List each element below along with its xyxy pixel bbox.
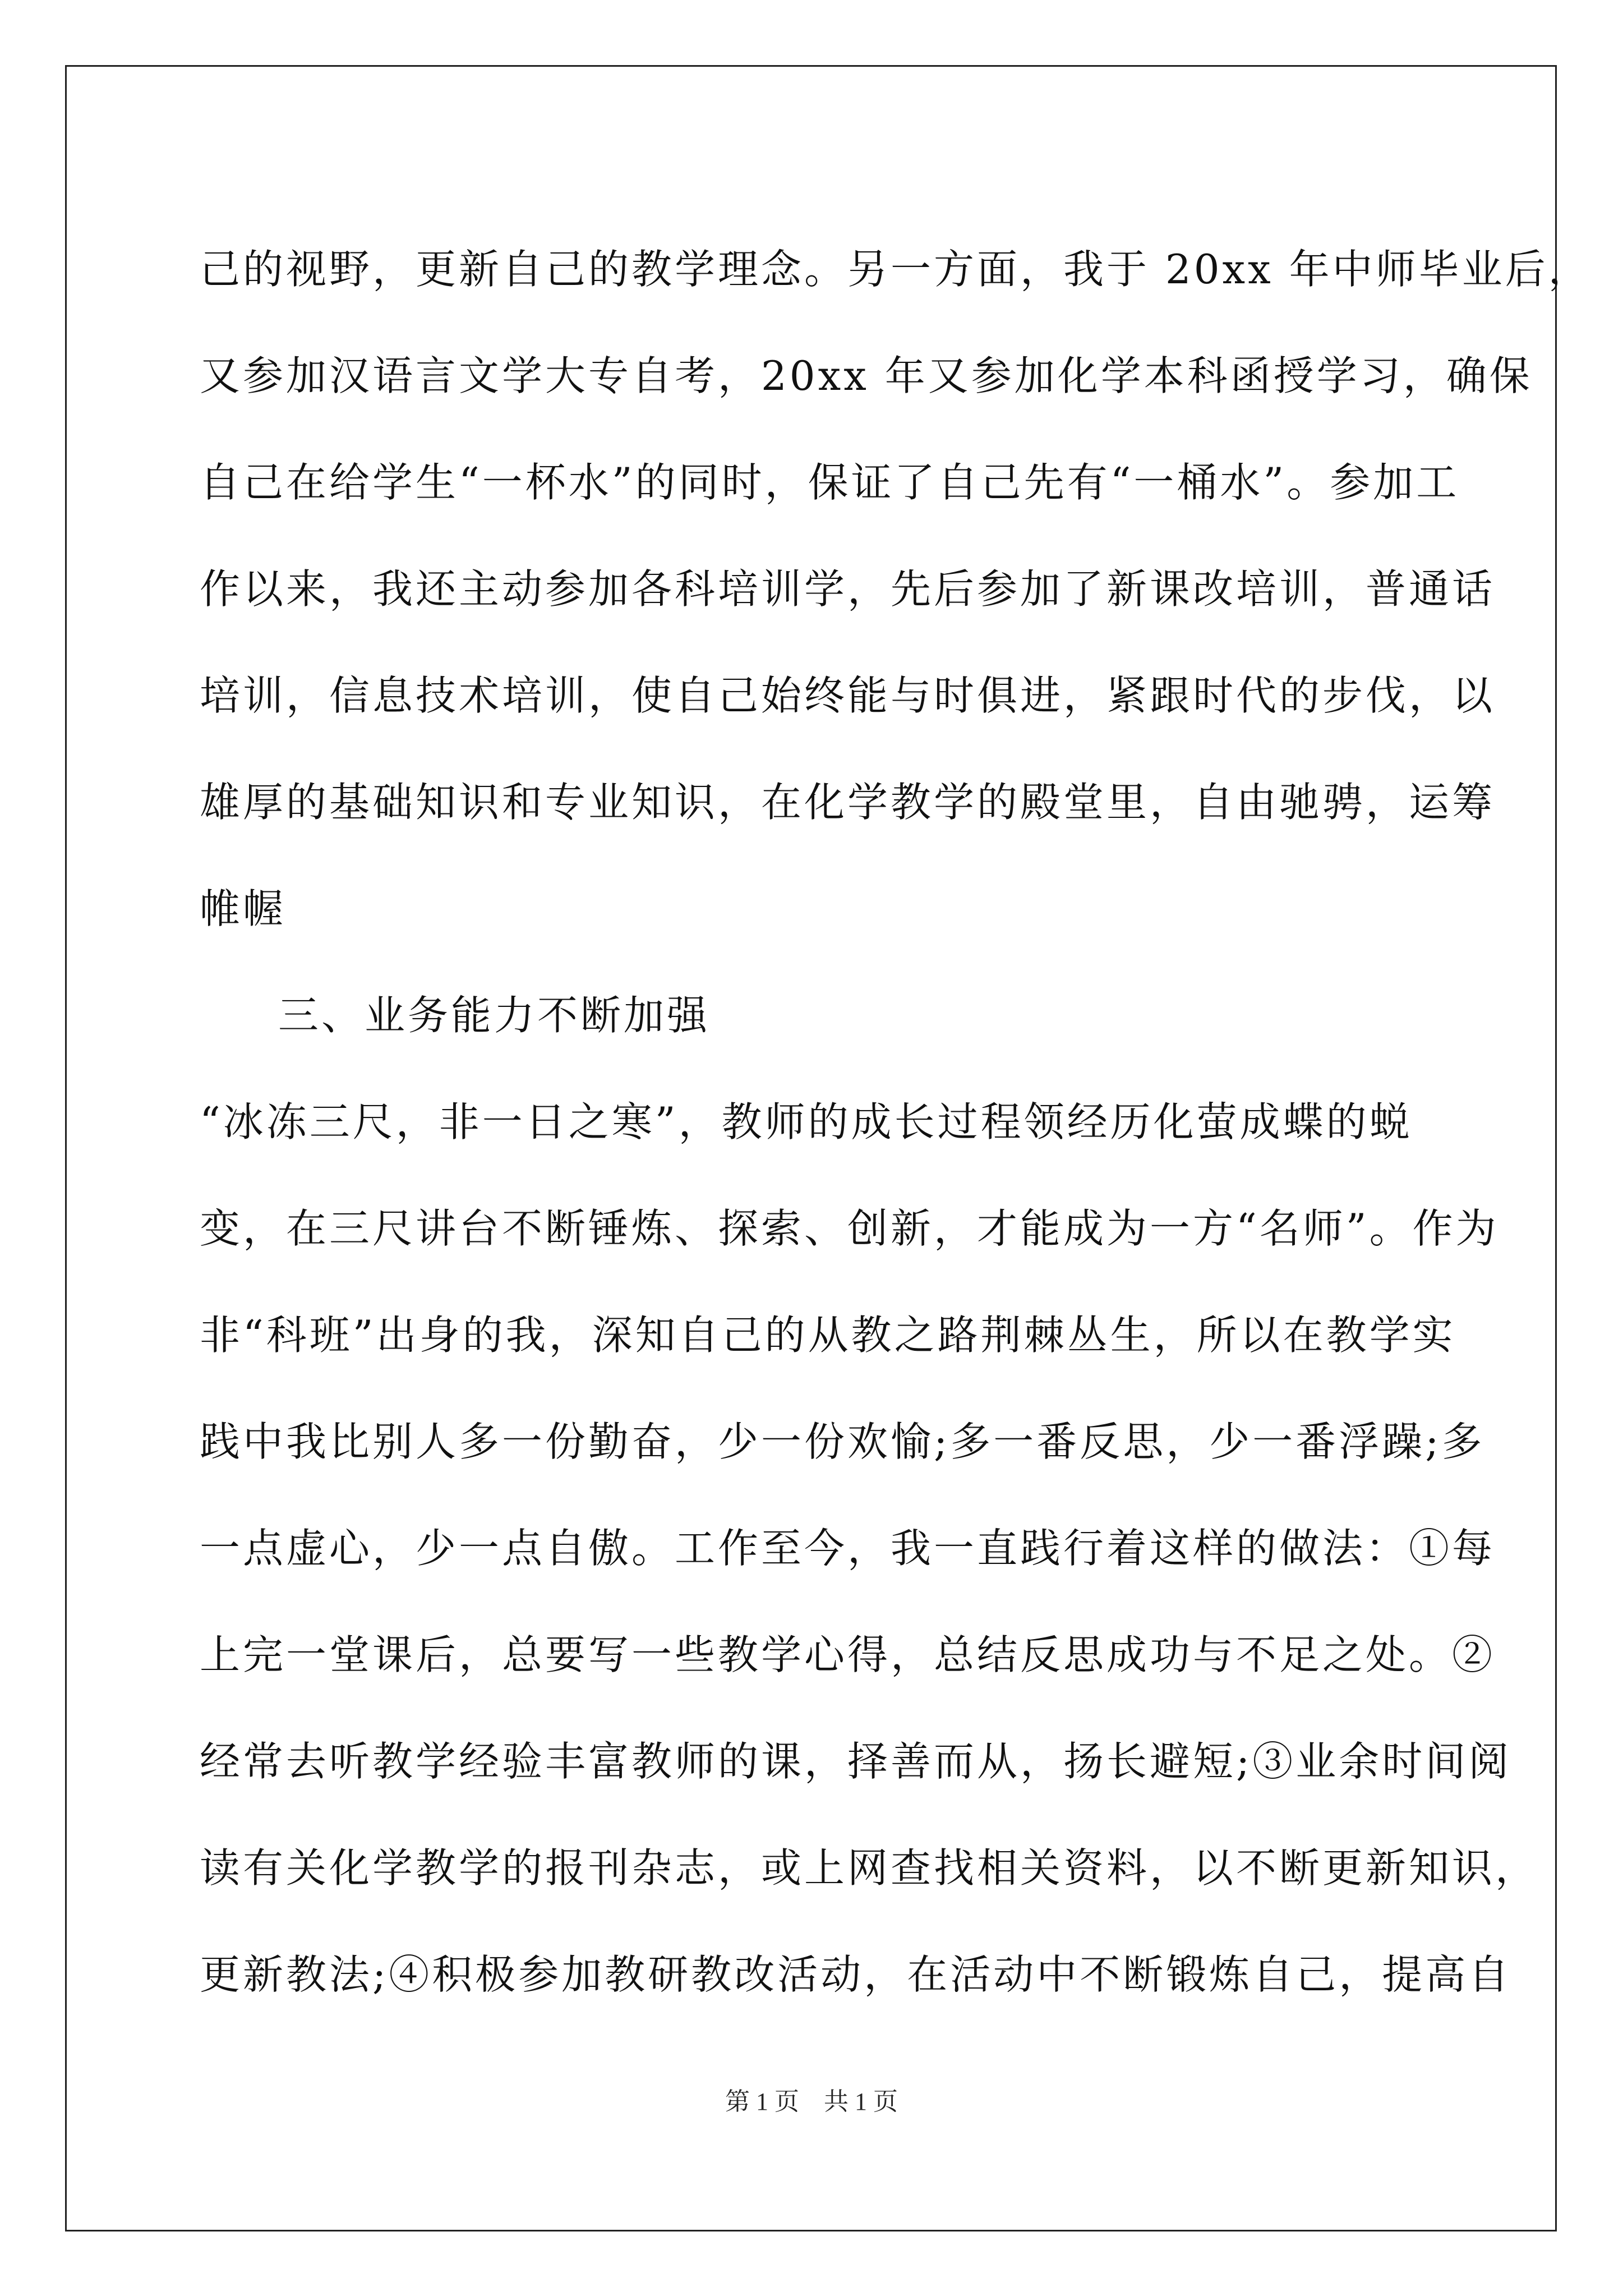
document-body: [200, 216, 1592, 2028]
body-text-line: 自己在给学生“一杯水”的同时，保证了自己先有“一桶水”。参加工: [200, 459, 1460, 506]
body-text-line: 非“科班”出身的我，深知自己的从教之路荆棘丛生，所以在教学实: [200, 1312, 1456, 1359]
body-text-line: 培训，信息技术培训，使自己始终能与时俱进，紧跟时代的步伐，以: [200, 672, 1496, 719]
body-text-line: 又参加汉语言文学大专自考，20xx 年又参加化学本科函授学习，确保: [200, 352, 1533, 399]
page-number-footer: 第 1 页 共 1 页: [725, 2088, 898, 2115]
section-heading: 三、业务能力不断加强: [278, 992, 711, 1039]
body-text-line: 践中我比别人多一份勤奋，少一份欢愉;多一番反思，少一番浮躁;多: [200, 1418, 1485, 1465]
body-text-line: 读有关化学教学的报刊杂志，或上网查找相关资料，以不断更新知识，: [200, 1844, 1539, 1892]
body-text-line: 经常去听教学经验丰富教师的课，择善而从，扬长避短;③业余时间阅: [200, 1738, 1512, 1785]
body-text-line: 上完一堂课后，总要写一些教学心得，总结反思成功与不足之处。②: [200, 1631, 1496, 1678]
body-text-line: “冰冻三尺，非一日之寒”，教师的成长过程领经历化萤成蝶的蜕: [200, 1098, 1413, 1145]
body-text-line: 雄厚的基础知识和专业知识，在化学教学的殿堂里，自由驰骋，运筹: [200, 779, 1496, 826]
body-text-line: 一点虚心，少一点自傲。工作至今，我一直践行着这样的做法：①每: [200, 1525, 1496, 1572]
body-text-line: 己的视野，更新自己的教学理念。另一方面，我于 20xx 年中师毕业后，: [200, 246, 1592, 293]
body-text-line: 变，在三尺讲台不断锤炼、探索、创新，才能成为一方“名师”。作为: [200, 1205, 1499, 1252]
body-text-line: 作以来，我还主动参加各科培训学，先后参加了新课改培训，普通话: [200, 565, 1496, 613]
body-text-line: 更新教法;④积极参加教研教改活动，在活动中不断锻炼自己，提高自: [200, 1951, 1512, 1998]
body-text-line: 帷幄: [200, 885, 287, 932]
